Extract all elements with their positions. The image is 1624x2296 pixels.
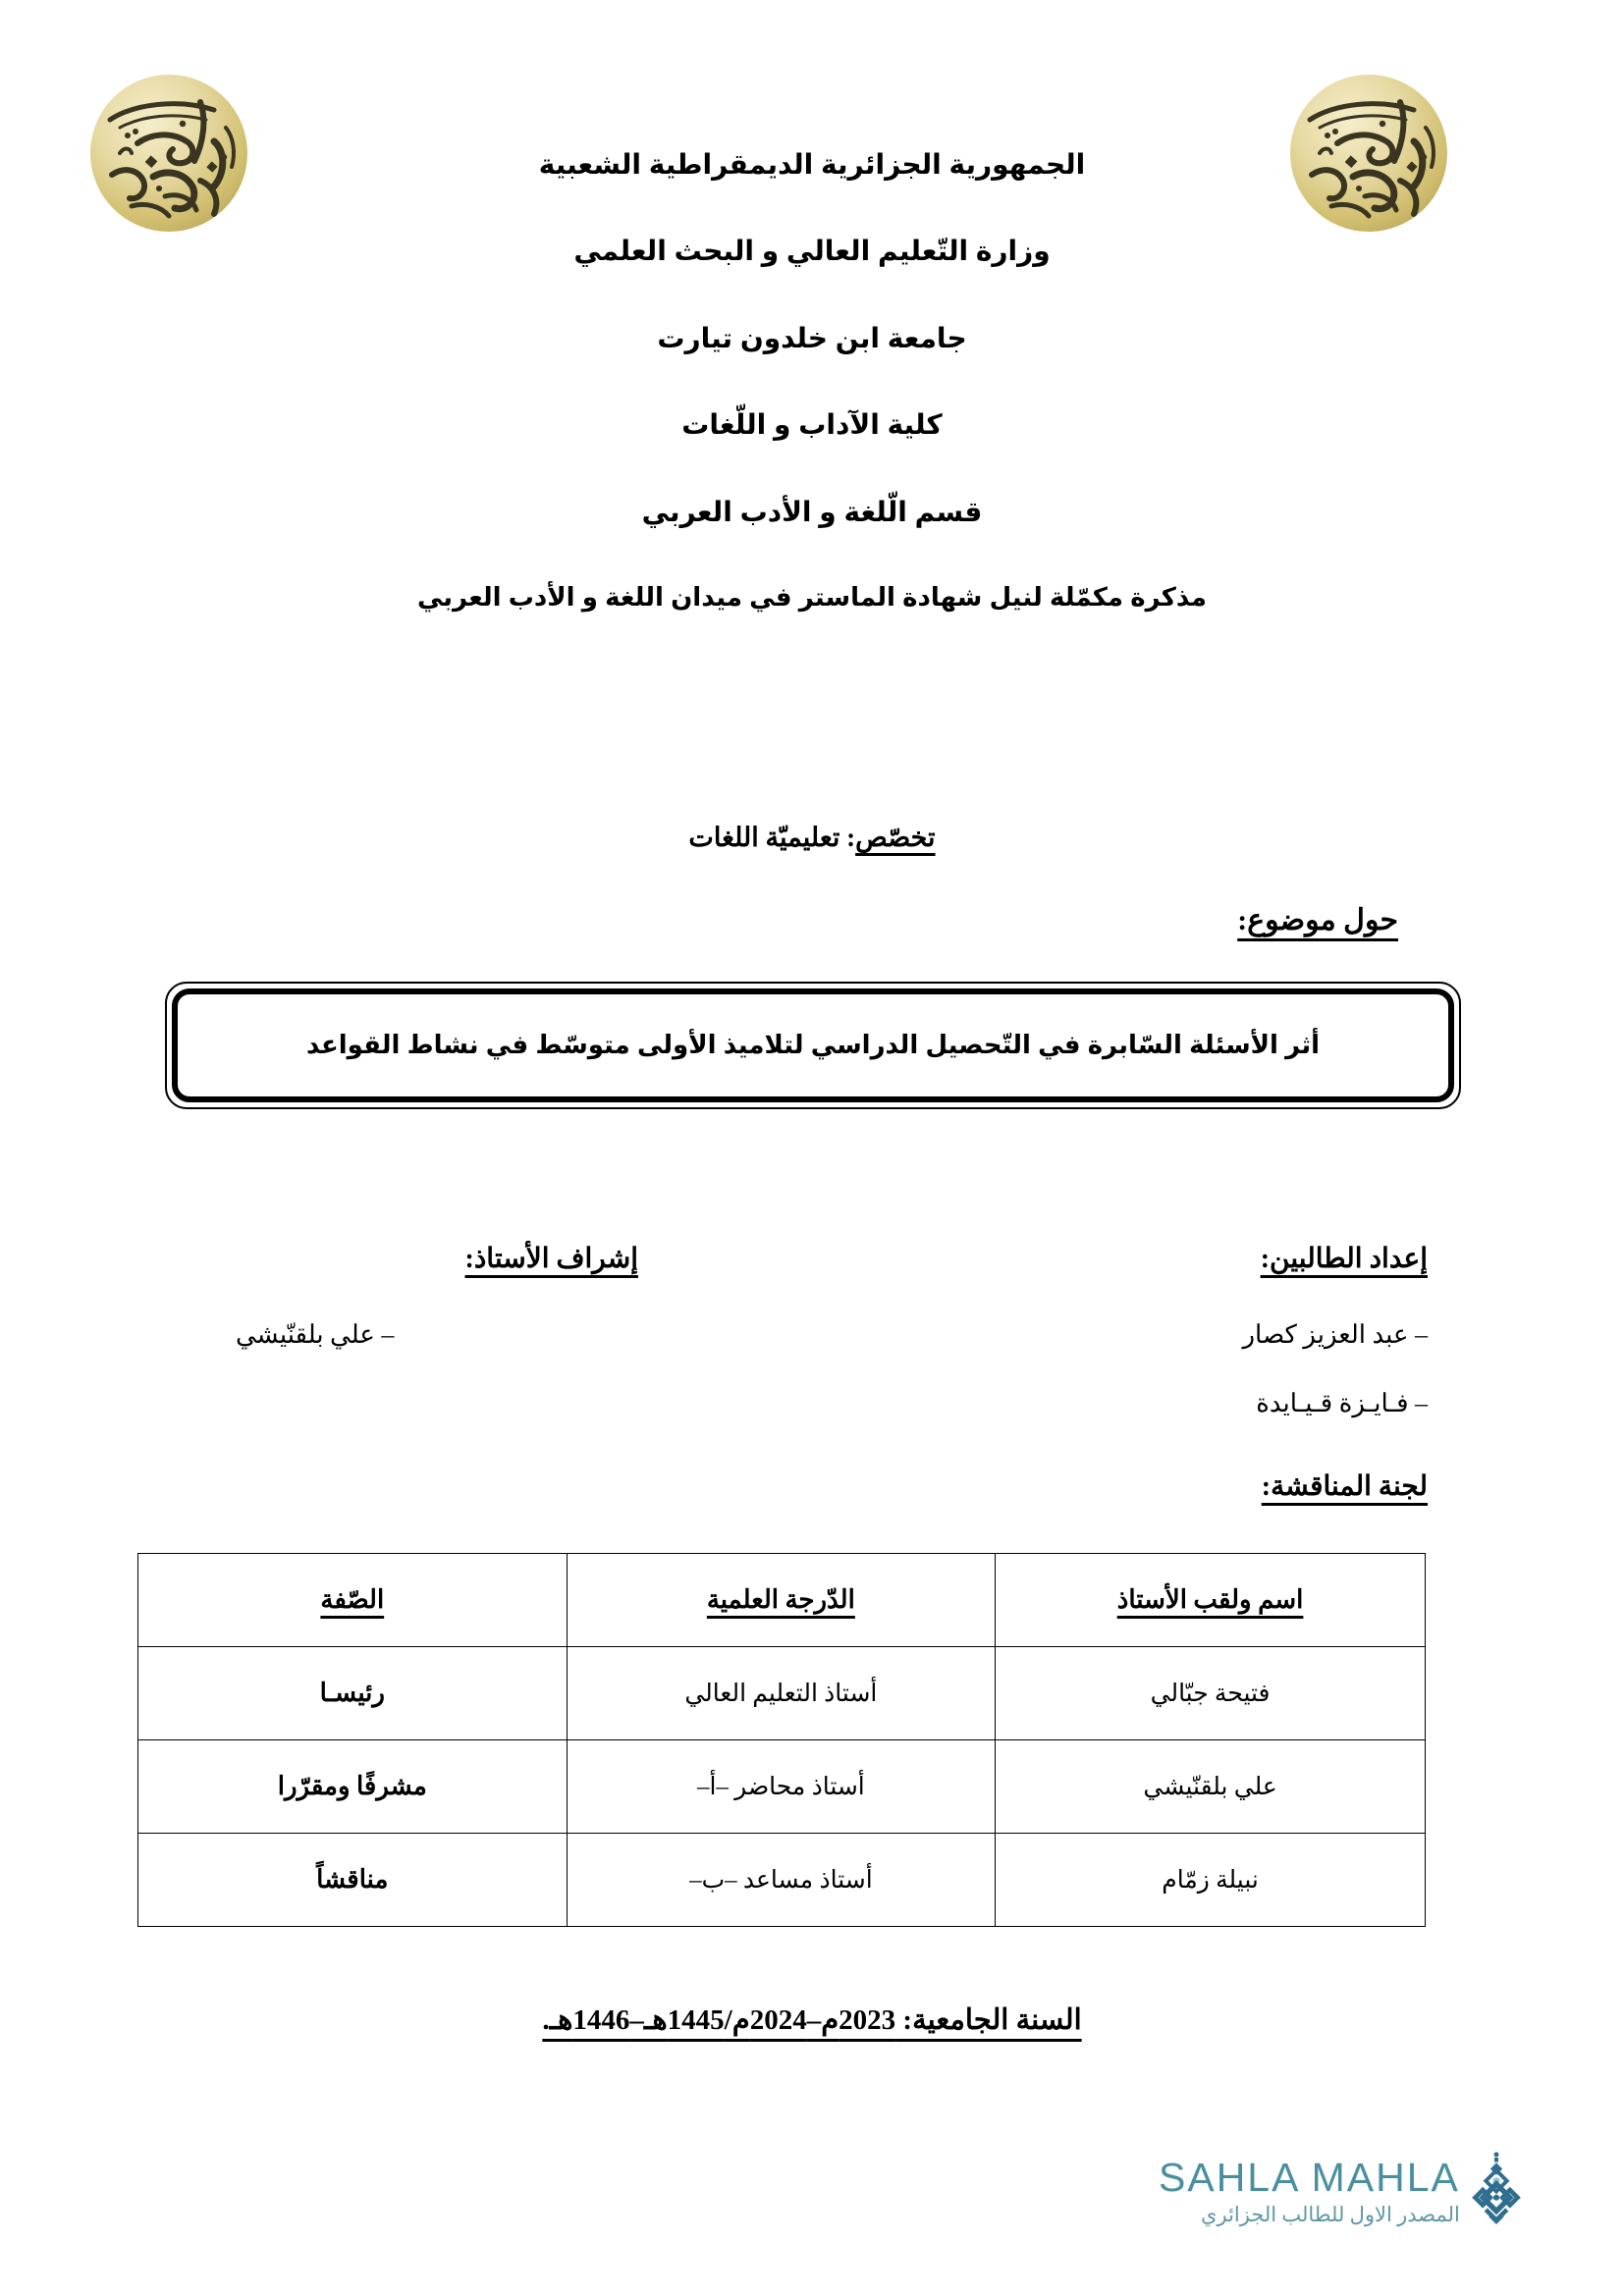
supervisor-section [226, 1242, 638, 1389]
department-name: قسم الّلغة و الأدب العربي [641, 496, 983, 527]
authors-section [917, 1242, 1428, 1458]
jury-table [137, 1553, 1426, 1927]
watermark-tagline: المصدر الاول للطالب الجزائري [1201, 2202, 1460, 2226]
specialization-line [0, 823, 1624, 853]
thesis-title: أثر الأسئلة السّابرة في التّحصيل الدراسي لتلاميذ الأولى متوسّط في نشاط القواعد [305, 1030, 1321, 1060]
thesis-title-box-inner-border [172, 988, 1454, 1102]
jury-member-name: علي بلقنّيشي [996, 1740, 1426, 1834]
column-header-role: الصّفة [138, 1554, 568, 1647]
jury-member-role: رئيسـا [138, 1647, 568, 1740]
thesis-title-box [165, 982, 1461, 1109]
sahla-mahla-watermark [1159, 2128, 1610, 2256]
table-row [138, 1647, 1426, 1740]
watermark-text [1159, 2154, 1460, 2227]
jury-member-name: نبيلة زمّام [996, 1834, 1426, 1927]
supervisor-name: – علي بلقنّيشي [236, 1320, 395, 1349]
jury-member-role: مشرفًا ومقرّرا [138, 1740, 568, 1834]
academic-year-value: 2023م–2024م/1445هـ–1446هـ. [542, 2004, 896, 2036]
specialization-value: تعليميّة اللغات [688, 823, 840, 852]
author-name: – فـايـزة قـيـايدة [1256, 1389, 1428, 1417]
authors-heading: إعداد الطالبين: [1260, 1244, 1428, 1274]
column-header-name: اسم ولقب الأستاذ [996, 1554, 1426, 1647]
subject-label: حول موضوع: [1237, 904, 1398, 936]
jury-member-degree: أستاذ محاضر –أ– [567, 1740, 996, 1834]
university-name: جامعة ابن خلدون تيارت [657, 322, 967, 353]
academic-year-label: السنة الجامعية: [895, 2004, 1082, 2036]
country-name: الجمهورية الجزائرية الديمقراطية الشعبية [538, 149, 1086, 180]
watermark-brand-name: SAHLA MAHLA [1159, 2154, 1460, 2200]
jury-member-degree: أستاذ مساعد –ب– [567, 1834, 996, 1927]
faculty-name: كلية الآداب و اللّغات [681, 409, 943, 441]
specialization-separator: : [839, 823, 856, 852]
sahla-mahla-logo-icon [1466, 2151, 1527, 2234]
degree-statement: مذكرة مكمّلة لنيل شهادة الماستر في ميدان اللغة و الأدب العربي [416, 581, 1208, 612]
table-row [138, 1740, 1426, 1834]
ministry-name: وزارة التّعليم العالي و البحث العلمي [573, 236, 1051, 267]
specialization-label: تخصّص [855, 823, 936, 852]
column-header-degree: الدّرجة العلمية [567, 1554, 996, 1647]
jury-member-degree: أستاذ التعليم العالي [567, 1647, 996, 1740]
jury-table-header-row [138, 1554, 1426, 1647]
supervisor-heading: إشراف الأستاذ: [464, 1244, 638, 1274]
jury-member-name: فتيحة جبّالي [996, 1647, 1426, 1740]
academic-year-line [0, 2002, 1624, 2037]
table-row [138, 1834, 1426, 1927]
author-name: – عبد العزيز كصار [1242, 1320, 1428, 1349]
institution-header [0, 147, 1624, 654]
jury-member-role: مناقشاً [138, 1834, 568, 1927]
jury-label: لجنة المناقشة: [1261, 1471, 1428, 1502]
